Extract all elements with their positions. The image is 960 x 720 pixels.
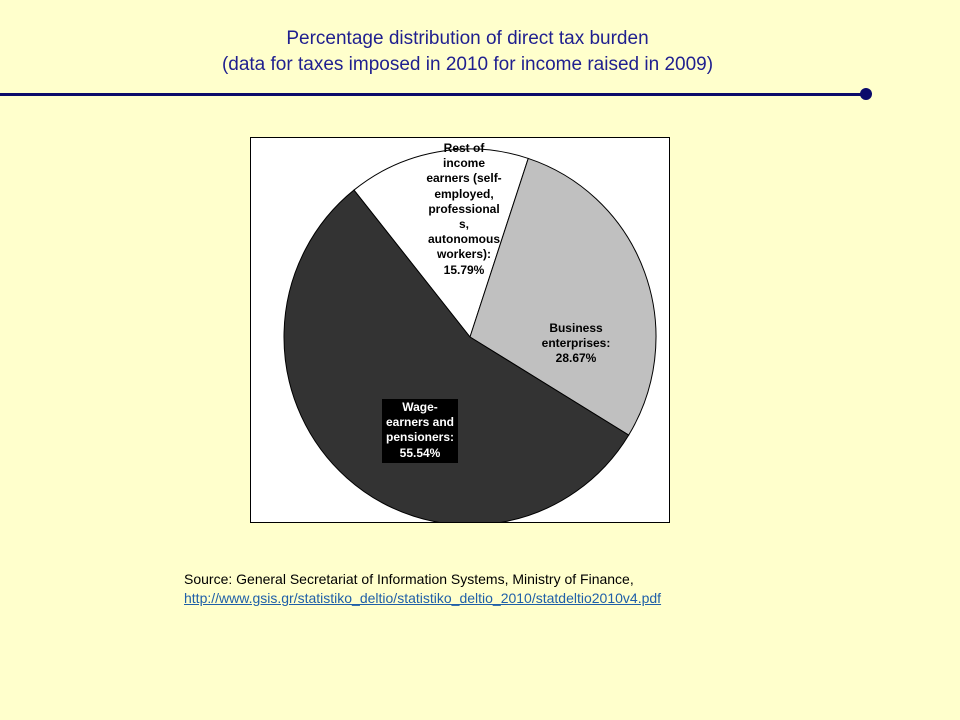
- source-note: [184, 570, 661, 608]
- title-divider-line: [0, 93, 864, 96]
- source-text: Source: General Secretariat of Information Systems, Ministry of Finance,: [184, 571, 634, 587]
- chart-title-line-2: (data for taxes imposed in 2010 for income raised in 2009): [221, 54, 714, 75]
- slice-label-business-enterprises: Business enterprises: 28.67%: [541, 321, 611, 366]
- source-link[interactable]: http://www.gsis.gr/statistiko_deltio/statistiko_deltio_2010/statdeltio2010v4.pdf: [184, 590, 662, 606]
- chart-title: [0, 26, 935, 78]
- slice-label-wage-earners-and-pensioners: Wage- earners and pensioners: 55.54%: [382, 399, 458, 463]
- slice-label-rest-of-income-earners: Rest of income earners (self- employed, professional s, autonomous workers): 15.79%: [426, 141, 502, 277]
- pie-chart-frame: [250, 137, 670, 523]
- chart-title-line-1: Percentage distribution of direct tax burden: [286, 28, 649, 49]
- title-divider-dot: [860, 88, 872, 100]
